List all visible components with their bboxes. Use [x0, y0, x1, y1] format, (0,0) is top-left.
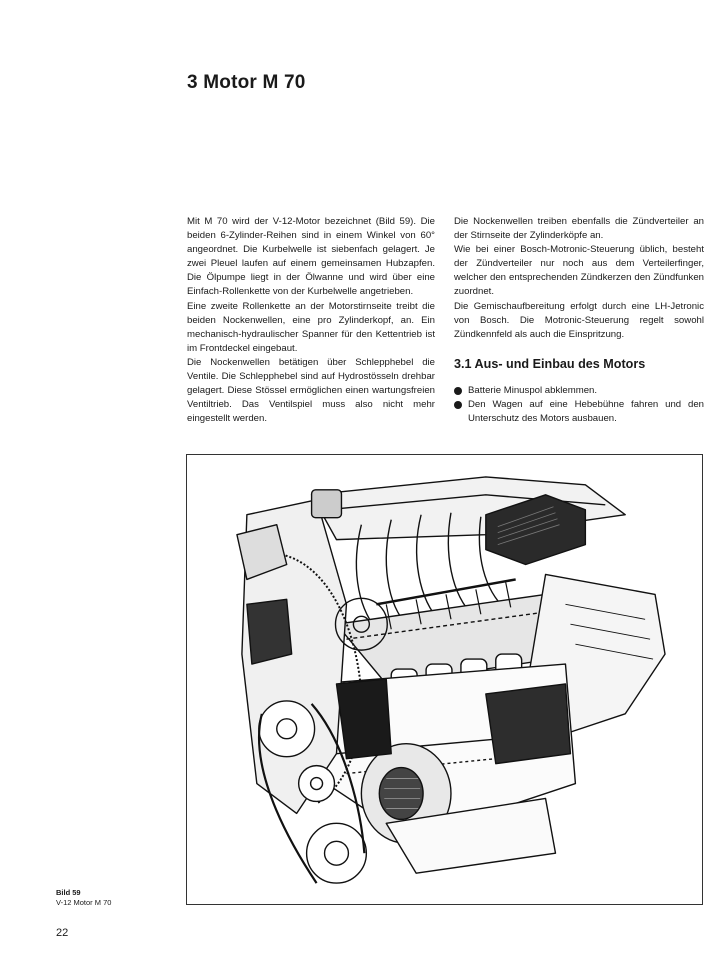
bullet-text: Batterie Minuspol abklemmen. [468, 384, 598, 396]
caption-number: Bild 59 [56, 888, 81, 897]
paragraph: Wie bei einer Bosch-Motronic-Steuerung üblich, besteht der Zündverteiler nur noch aus dem Verteilerfinger, welcher den entsprechenden Zündkerzen den Zündfunken zuordnet. [454, 244, 704, 298]
engine-illustration [186, 454, 703, 905]
paragraph: Die Nockenwellen treiben ebenfalls die Zündverteiler an der Stirnseite der Zylinderköpfe an. [454, 216, 704, 242]
paragraph: Die Gemischaufbereitung erfolgt durch eine LH-Jetronic von Bosch. Die Motronic-Steuerung regelt sowohl Zündkennfeld als auch die Einspritzung. [454, 300, 704, 340]
caption-text: V-12 Motor M 70 [56, 898, 112, 907]
bullet-text: Den Wagen auf eine Hebebühne fahren und den Unterschutz des Motors ausbauen. [468, 398, 704, 425]
paragraph: Die Nockenwellen betätigen über Schlepphebel die Ventile. Die Schlepphebel sind auf Hydrostösseln drehbar gelagert. Diese Stössel ermöglichen einen wartungsfreien Ventiltrieb. Das Ventilspiel muss also nicht mehr eingestellt werden. [187, 356, 435, 425]
body-column-left [187, 215, 435, 426]
body-column-right [454, 215, 704, 426]
page-number: 22 [56, 927, 69, 939]
bullet-icon [454, 401, 462, 409]
paragraph: Eine zweite Rollenkette an der Motorstirnseite treibt die beiden Nockenwellen, eine pro Zylinderkopf, an. Ein mechanisch-hydraulischer Spanner für den Kettentrieb ist im Frontdeckel eingebaut. [187, 300, 435, 354]
bullet-item [454, 384, 704, 398]
figure-caption [56, 888, 111, 908]
bullet-item [454, 398, 704, 426]
chapter-title: 3 Motor M 70 [187, 72, 306, 93]
paragraph: Mit M 70 wird der V-12-Motor bezeichnet (Bild 59). Die beiden 6-Zylinder-Reihen sind in einem Winkel von 60° angeordnet. Die Kurbelwelle ist siebenfach gelagert. Je zwei Pleuel laufen auf einem gemeinsamen Hubzapfen. Die Ölpumpe liegt in der Ölwanne und wird über eine Einfach-Rollenkette von der Kurbelwelle angetrieben. [187, 216, 435, 298]
engine-drawing [187, 455, 702, 904]
section-heading: 3.1 Aus- und Einbau des Motors [454, 356, 646, 371]
bullet-icon [454, 387, 462, 395]
